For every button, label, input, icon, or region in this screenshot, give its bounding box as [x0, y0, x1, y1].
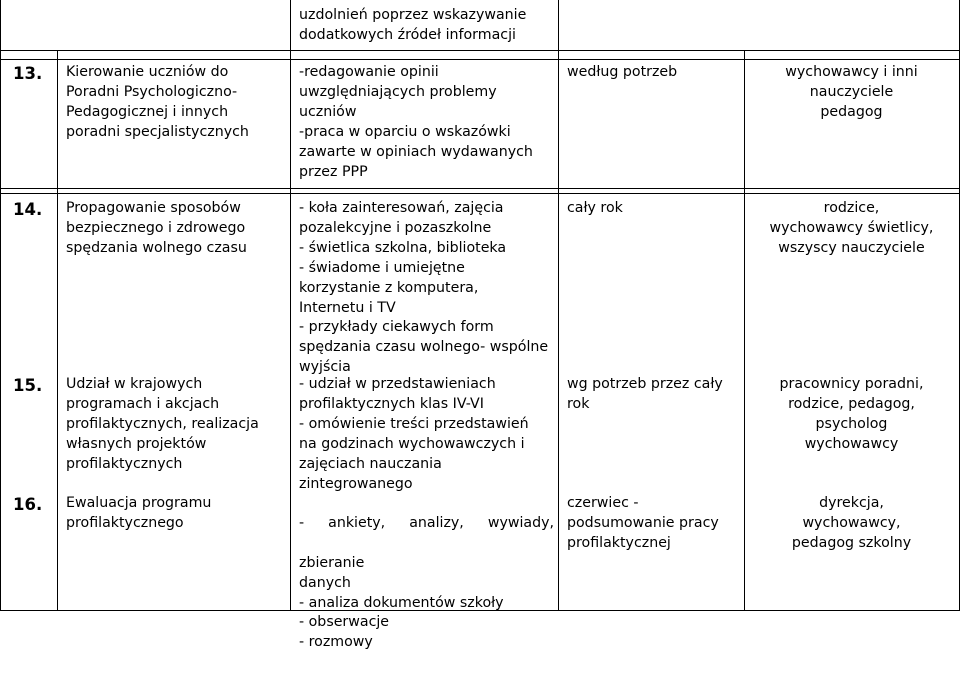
row-border [0, 188, 960, 189]
timing-cell: czerwiec - podsumowanie pracy profilaktycznej [567, 495, 719, 551]
timing-cell: według potrzeb [567, 64, 678, 80]
row-border [0, 59, 960, 60]
row-border [0, 50, 960, 51]
task-cell: Propagowanie sposobów bezpiecznego i zdrowego spędzania wolnego czasu [66, 200, 247, 256]
activities-cell: -redagowanie opinii uwzględniających problemy uczniów -praca w oparciu o wskazówki zawarte w opiniach wydawanych przez PPP [299, 64, 533, 180]
word: wywiady, [487, 514, 554, 531]
row-number: 13. [13, 64, 43, 83]
row-number: 15. [13, 376, 43, 395]
timing-cell: wg potrzeb przez cały rok [567, 376, 723, 412]
task-cell: Ewaluacja programu profilaktycznego [66, 495, 212, 531]
word: - [299, 514, 305, 531]
column-border [290, 0, 291, 611]
activities-cell [299, 494, 554, 673]
row-number: 16. [13, 495, 43, 514]
activities-cell: - udział w przedstawieniach profilaktycznych klas IV-VI - omówienie treści przedstawień na godzinach wychowawczych i zajęciach nauczania zintegrowanego [299, 376, 529, 492]
activities-rest: zbieranie danych - analiza dokumentów szkoły - obserwacje - rozmowy [299, 554, 504, 651]
responsible-cell: wychowawcy i inni nauczyciele pedagog [785, 64, 918, 120]
column-border [0, 0, 1, 611]
task-cell: Udział w krajowych programach i akcjach profilaktycznych, realizacja własnych projektów profilaktycznych [66, 376, 259, 472]
responsible-cell: pracownicy poradni, rodzice, pedagog, psycholog wychowawcy [779, 376, 924, 452]
row-number: 14. [13, 200, 43, 219]
word: ankiety, [328, 514, 386, 531]
row-border [0, 193, 960, 194]
column-border [57, 50, 58, 611]
column-border [558, 0, 559, 611]
activities-cell: - koła zainteresowań, zajęcia pozalekcyjne i pozaszkolne - świetlica szkolna, biblioteka - świadome i umiejętne korzystanie z komputera, Internetu i TV - przykłady ciekawych form spędzania czasu wolnego- wspólne wyjścia [299, 200, 549, 376]
task-cell: Kierowanie uczniów do Poradni Psychologiczno- Pedagogicznej i innych poradni specjalistycznych [66, 64, 249, 140]
responsible-cell: dyrekcja, wychowawcy, pedagog szkolny [791, 495, 912, 551]
timing-cell: cały rok [567, 200, 623, 216]
activities-cell: uzdolnień poprzez wskazywanie dodatkowych źródeł informacji [299, 7, 527, 43]
responsible-cell: rodzice, wychowawcy świetlicy, wszyscy nauczyciele [769, 200, 934, 256]
word: analizy, [409, 514, 464, 531]
activities-first-line [299, 514, 554, 534]
